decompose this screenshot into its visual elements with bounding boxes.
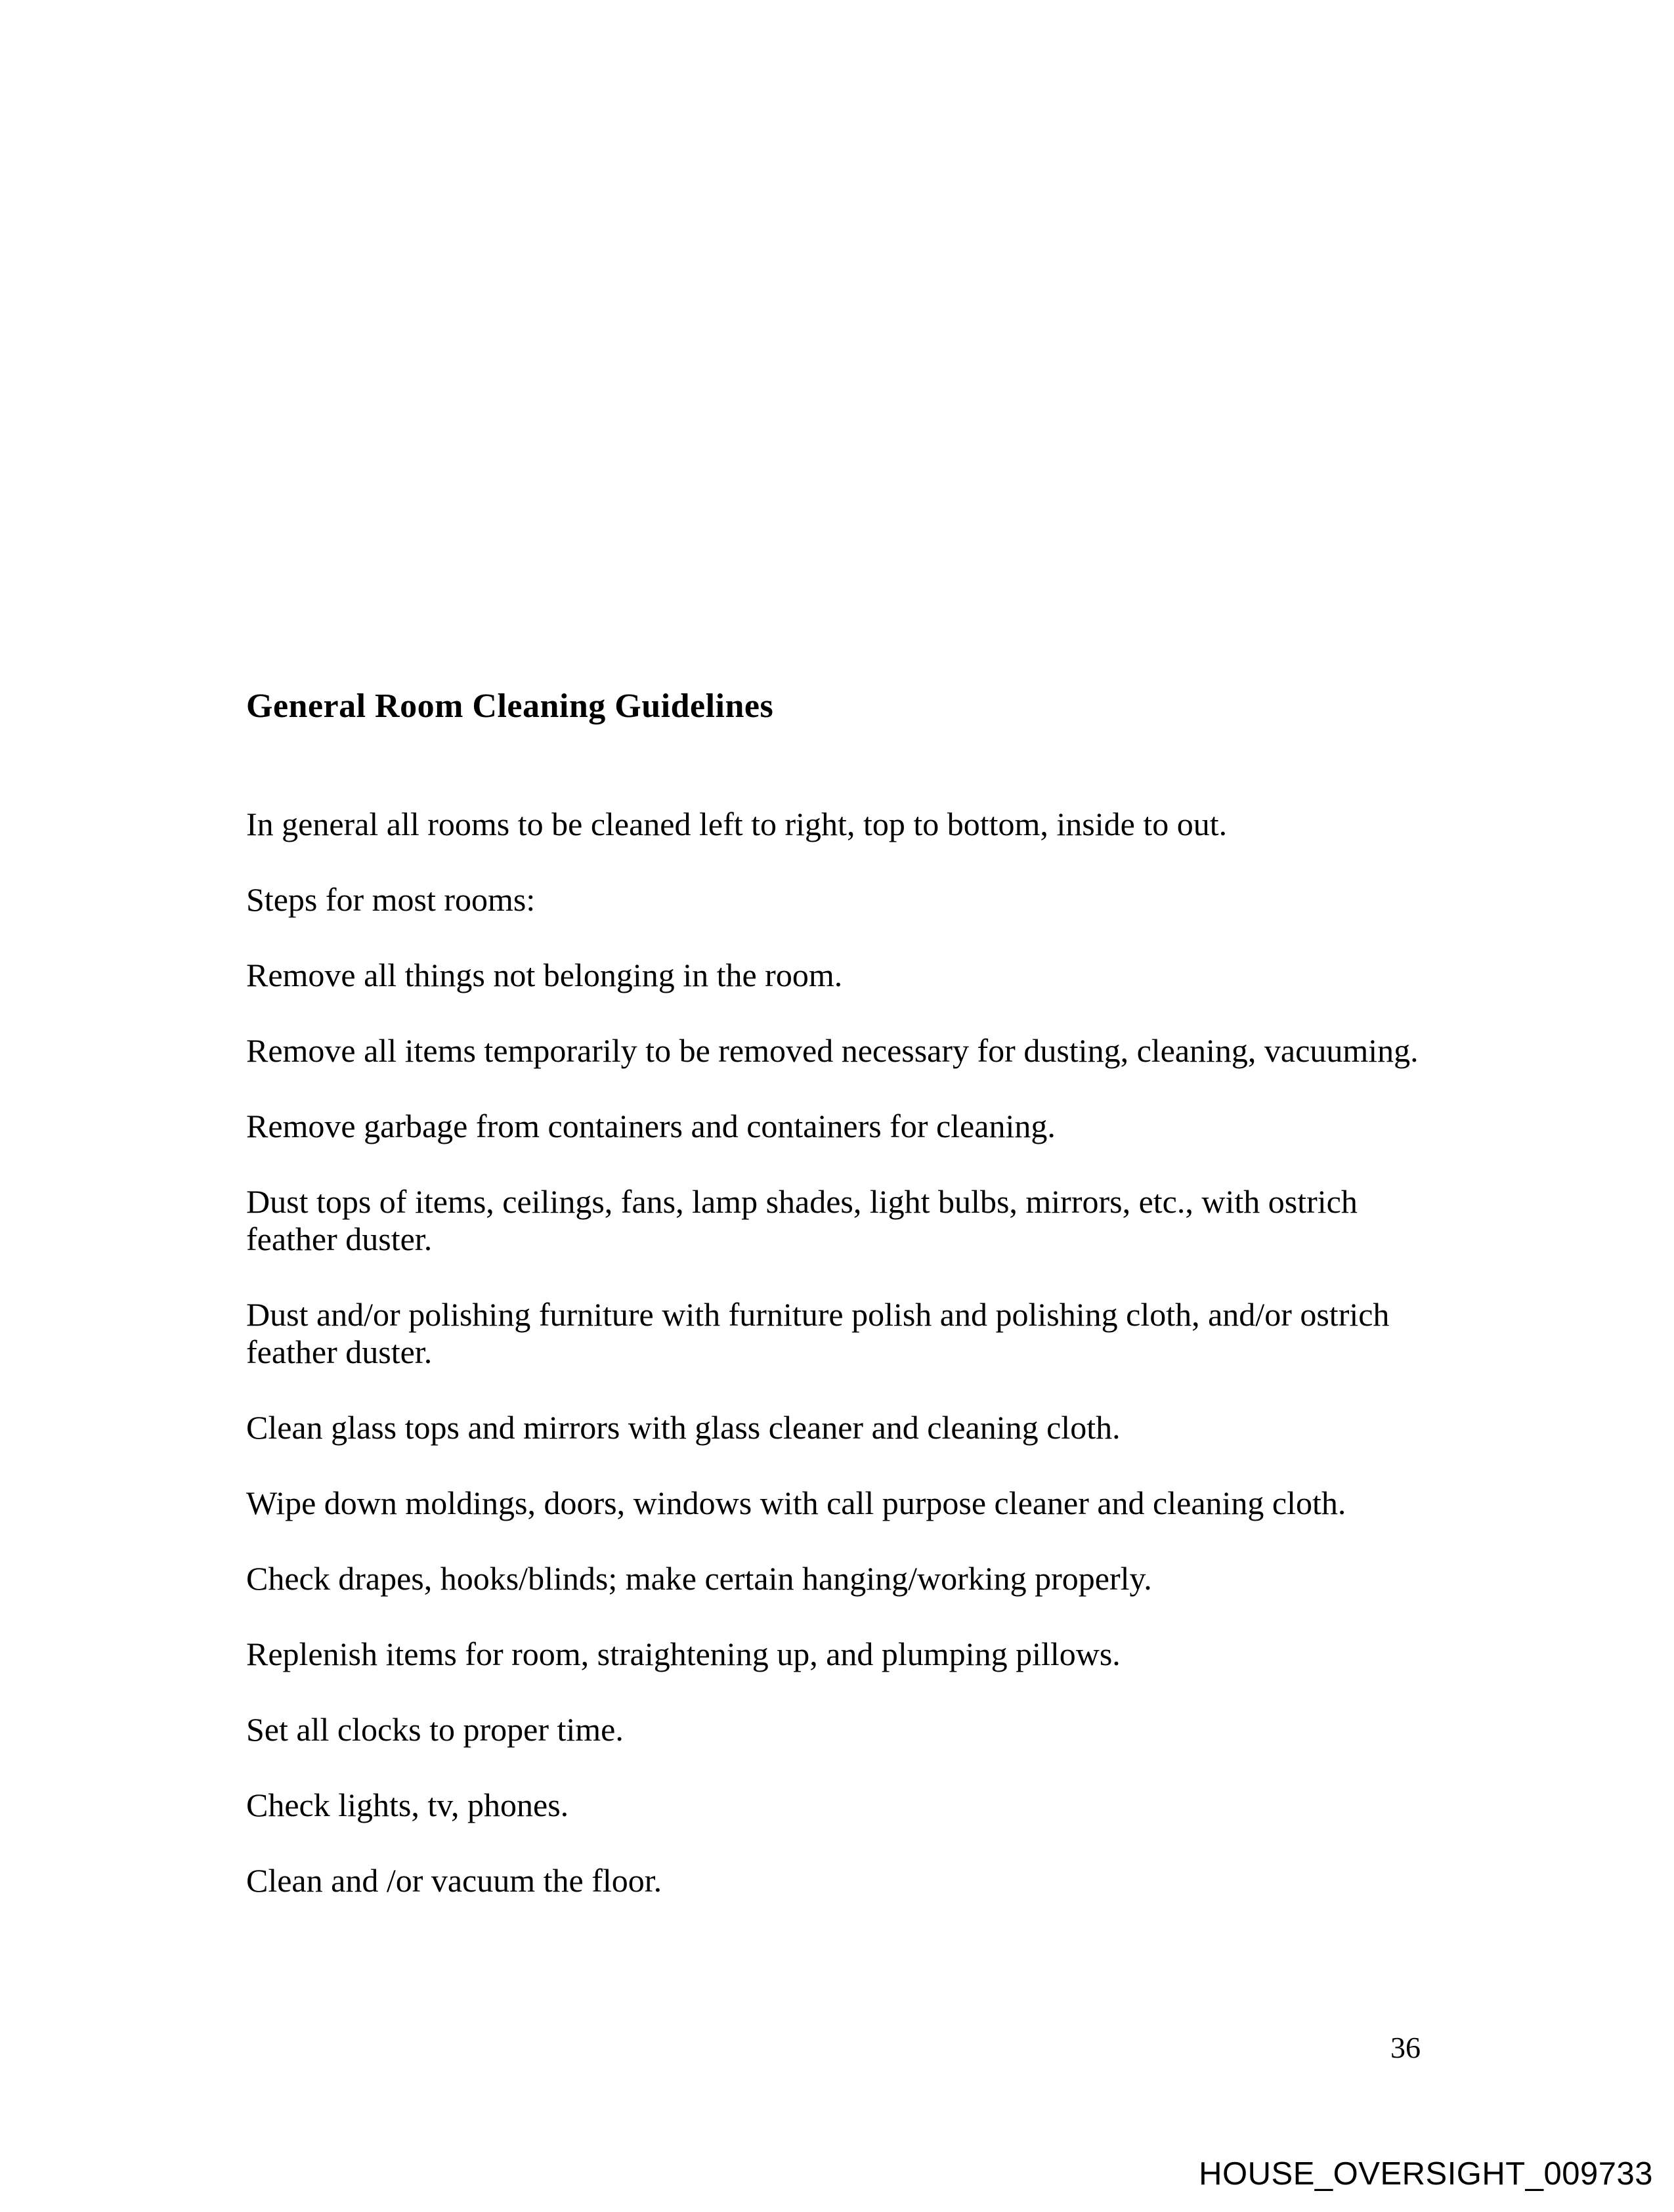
paragraph-line: Steps for most rooms:	[246, 881, 536, 918]
paragraph-line: Set all clocks to proper time.	[246, 1711, 624, 1748]
paragraphs	[246, 806, 1467, 1899]
paragraph-line: Remove garbage from containers and containers for cleaning.	[246, 1108, 1056, 1144]
paragraph	[246, 1108, 1467, 1145]
paragraph-line: Remove all items temporarily to be removed necessary for dusting, cleaning, vacuuming.	[246, 1032, 1419, 1069]
paragraph	[246, 1296, 1467, 1371]
paragraph-line: Replenish items for room, straightening up, and plumping pillows.	[246, 1636, 1121, 1672]
paragraph	[246, 881, 1467, 919]
paragraph-line: Dust tops of items, ceilings, fans, lamp shades, light bulbs, mirrors, etc., with ostrich	[246, 1183, 1358, 1220]
paragraph	[246, 1409, 1467, 1446]
paragraph-line: Clean and /or vacuum the floor.	[246, 1862, 662, 1899]
document-title: General Room Cleaning Guidelines	[246, 687, 774, 725]
paragraph-line: Check drapes, hooks/blinds; make certain hanging/working properly.	[246, 1560, 1152, 1597]
paragraph	[246, 1560, 1467, 1597]
paragraph	[246, 1485, 1467, 1522]
paragraph-line: feather duster.	[246, 1334, 433, 1370]
paragraph	[246, 1862, 1467, 1899]
paragraph-line: Dust and/or polishing furniture with furniture polish and polishing cloth, and/or ostrich	[246, 1296, 1390, 1333]
paragraph-line: Check lights, tv, phones.	[246, 1787, 569, 1823]
paragraph-line: Remove all things not belonging in the room.	[246, 957, 843, 993]
paragraph-line: Wipe down moldings, doors, windows with call purpose cleaner and cleaning cloth.	[246, 1485, 1346, 1521]
page-number: 36	[1390, 2031, 1421, 2064]
paragraph	[246, 1032, 1467, 1070]
bates-stamp: HOUSE_OVERSIGHT_009733	[1199, 2156, 1653, 2192]
document-content	[246, 686, 1467, 1938]
paragraph	[246, 1711, 1467, 1748]
paragraph	[246, 1787, 1467, 1824]
paragraph	[246, 957, 1467, 994]
paragraph	[246, 806, 1467, 843]
paragraph-line: In general all rooms to be cleaned left to right, top to bottom, inside to out.	[246, 806, 1228, 842]
paragraph-line: Clean glass tops and mirrors with glass cleaner and cleaning cloth.	[246, 1409, 1121, 1446]
paragraph	[246, 1183, 1467, 1258]
paragraph-line: feather duster.	[246, 1221, 433, 1257]
paragraph	[246, 1636, 1467, 1673]
